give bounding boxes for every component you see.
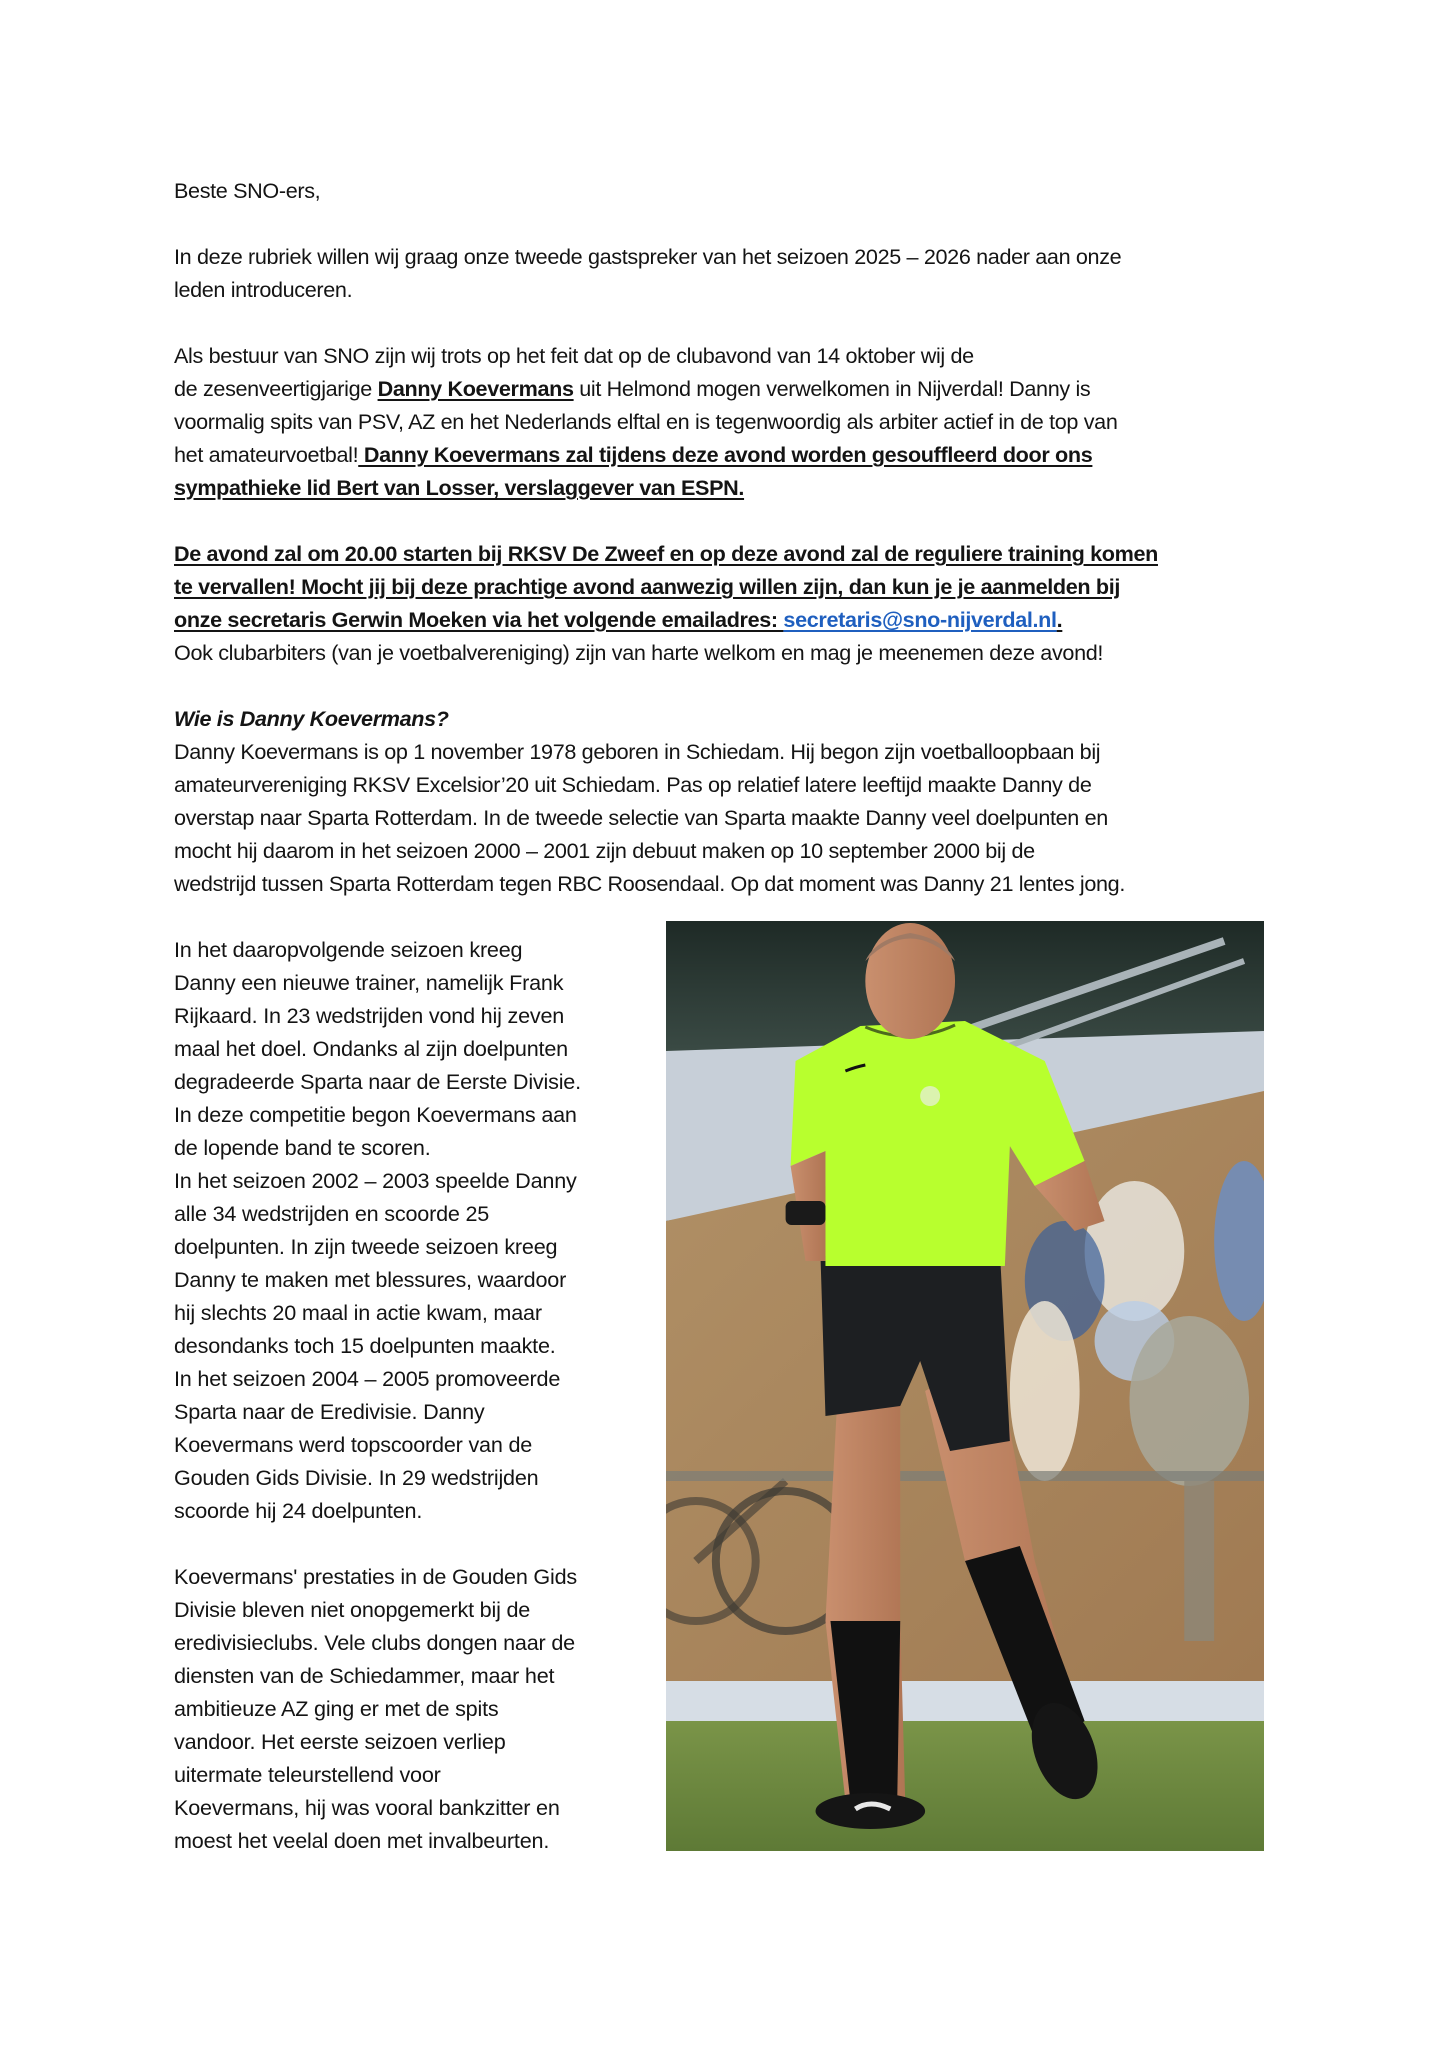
career-line: Gouden Gids Divisie. In 29 wedstrijden xyxy=(174,1465,539,1490)
text-span: de zesenveertigjarige xyxy=(174,376,378,401)
career-text-column xyxy=(174,933,654,1857)
career-section xyxy=(174,933,1294,1893)
moderator-note: Danny Koevermans zal tijdens deze avond worden gesouffleerd door ons xyxy=(358,442,1093,467)
announcement-paragraph xyxy=(174,339,1294,504)
career-line: de lopende band te scoren. xyxy=(174,1135,431,1160)
announcement-line: Als bestuur van SNO zijn wij trots op het feit dat op de clubavond van 14 oktober wij de xyxy=(174,343,974,368)
career-line: Sparta naar de Eredivisie. Danny xyxy=(174,1399,485,1424)
career-line: doelpunten. In zijn tweede seizoen kreeg xyxy=(174,1234,558,1259)
event-line xyxy=(174,603,1294,636)
career-line: Divisie bleven niet onopgemerkt bij de xyxy=(174,1597,531,1622)
career-line: degradeerde Sparta naar de Eerste Divisie. xyxy=(174,1069,581,1094)
announcement-line: voormalig spits van PSV, AZ en het Nederlands elftal en is tegenwoordig als arbiter actief in de top van xyxy=(174,409,1118,434)
section-heading: Wie is Danny Koevermans? xyxy=(174,706,449,731)
announcement-line xyxy=(174,372,1294,405)
career-line: Rijkaard. In 23 wedstrijden vond hij zeven xyxy=(174,1003,565,1028)
career-line: diensten van de Schiedammer, maar het xyxy=(174,1663,555,1688)
career-paragraph-1 xyxy=(174,933,654,1527)
text-span: . xyxy=(1056,607,1063,632)
career-paragraph-2 xyxy=(174,1560,654,1857)
document-page xyxy=(174,174,1294,1893)
career-line: alle 34 wedstrijden en scoorde 25 xyxy=(174,1201,490,1226)
bio-line: mocht hij daarom in het seizoen 2000 – 2001 zijn debuut maken op 10 september 2000 bij de xyxy=(174,838,1035,863)
referee-photo xyxy=(666,921,1264,1851)
career-line: Danny een nieuwe trainer, namelijk Frank xyxy=(174,970,564,995)
referee-photo-illustration xyxy=(666,921,1264,1851)
text-span: het amateurvoetbal! xyxy=(174,442,359,467)
career-line: maal het doel. Ondanks al zijn doelpunten xyxy=(174,1036,568,1061)
career-line: In deze competitie begon Koevermans aan xyxy=(174,1102,577,1127)
pitch-grass xyxy=(666,1721,1264,1851)
intro-line: In deze rubriek willen wij graag onze tweede gastspreker van het seizoen 2025 – 2026 nader aan onze xyxy=(174,244,1122,269)
announcement-line xyxy=(174,438,1294,471)
career-line: Koevermans, hij was vooral bankzitter en xyxy=(174,1795,560,1820)
career-line: Koevermans werd topscoorder van de xyxy=(174,1432,533,1457)
referee-head xyxy=(865,923,955,1039)
bio-line: wedstrijd tussen Sparta Rotterdam tegen RBC Roosendaal. Op dat moment was Danny 21 lentes jong. xyxy=(174,871,1125,896)
career-line: In het seizoen 2002 – 2003 speelde Danny xyxy=(174,1168,577,1193)
event-line: Ook clubarbiters (van je voetbalvereniging) zijn van harte welkom en mag je meenemen deze avond! xyxy=(174,640,1104,665)
pitch-boarding xyxy=(666,1681,1264,1721)
event-paragraph xyxy=(174,537,1294,669)
bio-line: Danny Koevermans is op 1 november 1978 geboren in Schiedam. Hij begon zijn voetballoopbaan bij xyxy=(174,739,1101,764)
career-line: moest het veelal doen met invalbeurten. xyxy=(174,1828,550,1853)
career-line: scoorde hij 24 doelpunten. xyxy=(174,1498,423,1523)
email-link[interactable]: secretaris@sno-nijverdal.nl xyxy=(783,607,1057,632)
career-line: uitermate teleurstellend voor xyxy=(174,1762,441,1787)
greeting: Beste SNO-ers, xyxy=(174,178,321,203)
career-line: Danny te maken met blessures, waardoor xyxy=(174,1267,567,1292)
text-span: onze secretaris Gerwin Moeken via het volgende emailadres: xyxy=(174,607,784,632)
event-line: De avond zal om 20.00 starten bij RKSV De Zweef en op deze avond zal de reguliere training komen xyxy=(174,541,1158,566)
career-line: hij slechts 20 maal in actie kwam, maar xyxy=(174,1300,542,1325)
intro-line: leden introduceren. xyxy=(174,277,353,302)
bio-section xyxy=(174,702,1294,900)
career-line: In het daaropvolgende seizoen kreeg xyxy=(174,937,523,962)
career-line: ambitieuze AZ ging er met de spits xyxy=(174,1696,499,1721)
bio-line: overstap naar Sparta Rotterdam. In de tweede selectie van Sparta maakte Danny veel doelpunten en xyxy=(174,805,1108,830)
moderator-note: sympathieke lid Bert van Losser, verslaggever van ESPN. xyxy=(174,475,745,500)
career-line: eredivisieclubs. Vele clubs dongen naar de xyxy=(174,1630,575,1655)
career-line: desondanks toch 15 doelpunten maakte. xyxy=(174,1333,556,1358)
bio-line: amateurvereniging RKSV Excelsior’20 uit Schiedam. Pas op relatief latere leeftijd maakte Danny de xyxy=(174,772,1092,797)
career-line: vandoor. Het eerste seizoen verliep xyxy=(174,1729,506,1754)
career-line: Koevermans' prestaties in de Gouden Gids xyxy=(174,1564,578,1589)
guest-name: Danny Koevermans xyxy=(377,376,574,401)
career-line: In het seizoen 2004 – 2005 promoveerde xyxy=(174,1366,561,1391)
event-line: te vervallen! Mocht jij bij deze prachtige avond aanwezig willen zijn, dan kun je je aanmelden bij xyxy=(174,574,1121,599)
text-span: uit Helmond mogen verwelkomen in Nijverdal! Danny is xyxy=(573,376,1091,401)
intro-paragraph xyxy=(174,240,1294,306)
